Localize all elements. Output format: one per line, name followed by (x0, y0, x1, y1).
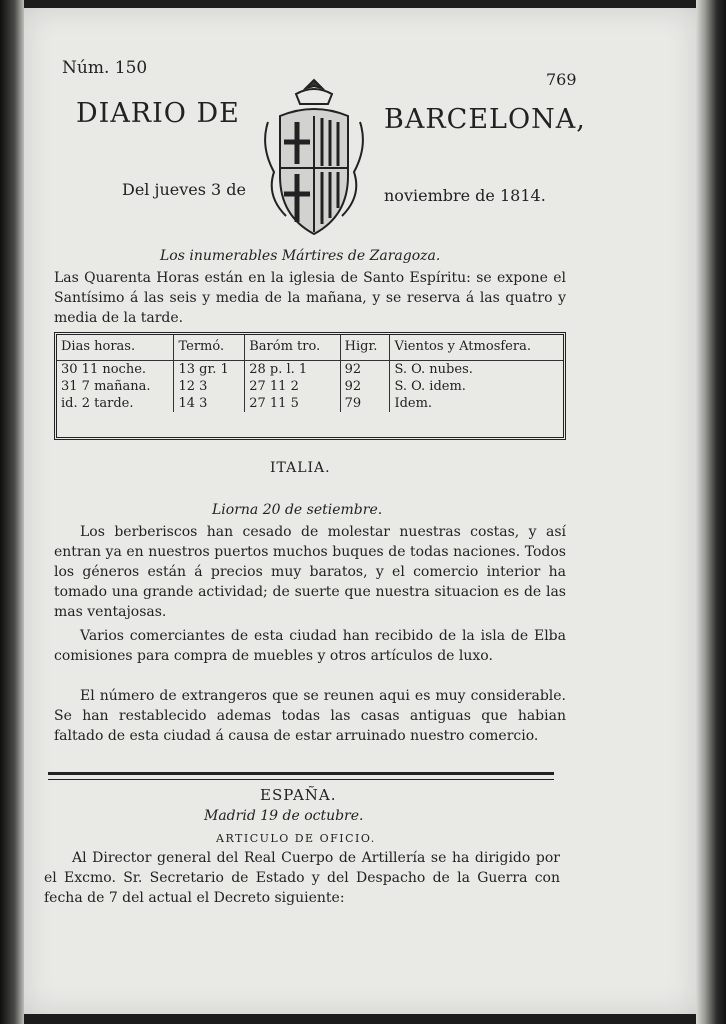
table-cell: S. O. idem. (390, 378, 563, 395)
coat-of-arms-icon (256, 76, 372, 250)
table-row (57, 395, 563, 412)
table-cell: S. O. nubes. (390, 361, 563, 379)
column-header: Termó. (174, 335, 245, 361)
date-left: Del jueves 3 de (122, 180, 247, 199)
book-gutter (0, 0, 24, 1024)
italia-paragraph: Varios comerciantes de esta ciudad han recibido de la isla de Elba comisiones para compra de muebles y otros artículos de luxo. (54, 628, 566, 664)
column-header: Dias horas. (57, 335, 174, 361)
column-header: Higr. (340, 335, 390, 361)
espana-paragraph: Al Director general del Real Cuerpo de Artillería se ha dirigido por el Excmo. Sr. Secretario de Estado y del Despacho de la Guerra con fecha de 7 del actual el Decreto siguiente: (44, 850, 560, 906)
intro-paragraph: Las Quarenta Horas están en la iglesia de Santo Espíritu: se expone el Santísimo á las seis y media de la mañana, y se reserva á las quatro y media de la tarde. (54, 270, 566, 326)
dateline-espana: Madrid 19 de octubre. (204, 808, 364, 824)
section-divider (48, 772, 554, 780)
weather-table (54, 332, 566, 440)
table-cell: 12 3 (174, 378, 245, 395)
date-right: noviembre de 1814. (384, 186, 546, 205)
table-cell: 28 p. l. 1 (245, 361, 340, 379)
table-cell: id. 2 tarde. (61, 396, 134, 411)
italia-paragraph: Los berberiscos han cesado de molestar nuestras costas, y así entran ya en nuestros puertos muchos buques de todas naciones. Todos los géneros están á precios muy baratos, y el comercio interior ha tomado una grande actividad; de suerte que nuestra situacion es de las mas ventajosas. (54, 524, 566, 620)
table-cell: 13 gr. 1 (174, 361, 245, 379)
table-cell: 92 (340, 378, 390, 395)
italia-paragraph: El número de extrangeros que se reunen aqui es muy considerable. Se han restablecido ademas todas las casas antiguas que habian faltado de esta ciudad á causa de estar arruinado nuestro comercio. (54, 688, 566, 744)
table-cell: 14 3 (174, 395, 245, 412)
title-right: BARCELONA, (384, 104, 586, 135)
section-heading-italia: ITALIA. (270, 460, 331, 476)
section-heading-espana: ESPAÑA. (260, 786, 337, 804)
table-row (57, 378, 563, 395)
dateline-italia: Liorna 20 de setiembre. (212, 502, 383, 518)
page-edge (696, 0, 726, 1024)
table-cell: 27 11 5 (245, 395, 340, 412)
article-subheading: ARTICULO DE OFICIO. (216, 832, 376, 845)
column-header: Vientos y Atmosfera. (390, 335, 563, 361)
table-header-row (57, 335, 563, 361)
table-cell: 92 (340, 361, 390, 379)
column-header: Baróm tro. (245, 335, 340, 361)
table-cell: 31 7 mañana. (61, 379, 151, 394)
issue-number: Núm. 150 (62, 58, 148, 78)
title-left: DIARIO DE (76, 98, 240, 129)
page-number: 769 (546, 70, 577, 89)
table-row (57, 361, 563, 379)
saint-of-the-day: Los inumerables Mártires de Zaragoza. (160, 248, 441, 264)
table-cell: 27 11 2 (245, 378, 340, 395)
table-cell: 30 11 noche. (61, 362, 147, 377)
newspaper-page (24, 8, 696, 1014)
table-cell: 79 (340, 395, 390, 412)
table-cell: Idem. (390, 395, 563, 412)
